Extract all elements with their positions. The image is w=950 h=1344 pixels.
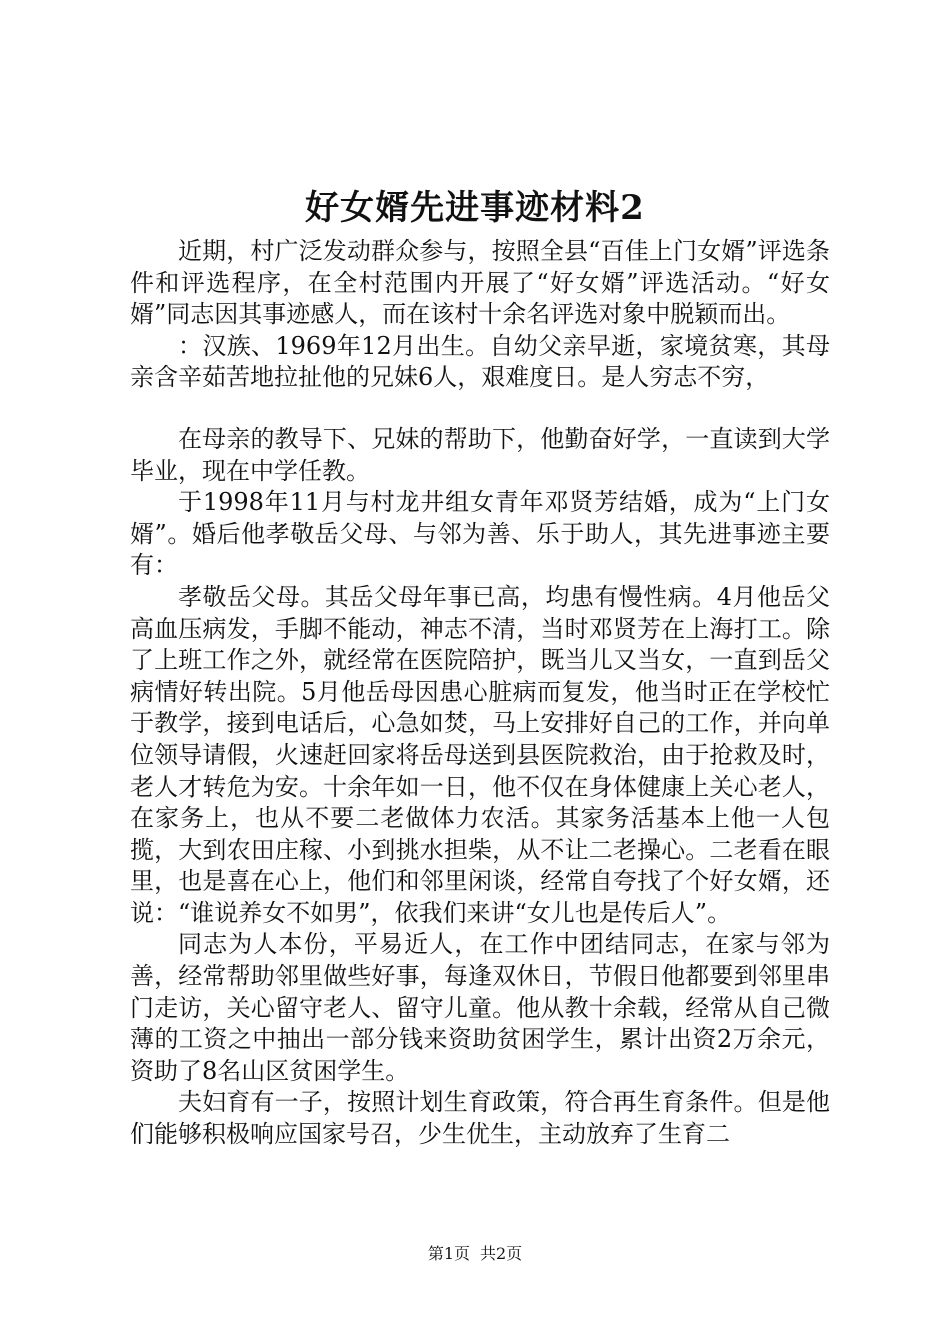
paragraph-neighbors: 同志为人本份，平易近人，在工作中团结同志，在家与邻为善，经常帮助邻里做些好事，每逢双休日，节假日他都要到邻里串门走访，关心留守老人、留守儿童。他从教十余载，经常从自己微薄的工资之中抽出一部分钱来资助贫困学生，累计出资2万余元，资助了8名山区贫困学生。	[130, 930, 830, 1085]
document-title: 好女婿先进事迹材料2	[305, 188, 645, 228]
paragraph-background: ：汉族、1969年12月出生。自幼父亲早逝，家境贫寒，其母亲含辛茹苦地拉扯他的兄妹6人，艰难度日。是人穷志不穷，	[130, 331, 830, 392]
page-footer	[0, 1244, 950, 1264]
document-body	[130, 236, 830, 1151]
paragraph-intro: 近期，村广泛发动群众参与，按照全县“百佳上门女婿”评选条件和评选程序，在全村范围内开展了“好女婿”评选活动。“好女婿”同志因其事迹感人，而在该村十余名评选对象中脱颖而出。	[130, 237, 830, 329]
page-number: 第1页	[427, 1244, 470, 1263]
paragraph-marriage: 于1998年11月与村龙井组女青年邓贤芳结婚，成为“上门女婿”。婚后他孝敬岳父母、与邻为善、乐于助人，其先进事迹主要有：	[130, 488, 830, 580]
paragraph-gap	[130, 394, 830, 424]
page-total: 共2页	[480, 1244, 523, 1263]
paragraph-family-planning: 夫妇育有一子，按照计划生育政策，符合再生育条件。但是他们能够积极响应国家号召，少生优生，主动放弃了生育二	[130, 1088, 830, 1149]
paragraph-filial-piety: 孝敬岳父母。其岳父母年事已高，均患有慢性病。4月他岳父高血压病发，手脚不能动，神志不清，当时邓贤芳在上海打工。除了上班工作之外，就经常在医院陪护，既当儿又当女，一直到岳父病情好转出院。5月他岳母因患心脏病而复发，他当时正在学校忙于教学，接到电话后，心急如焚，马上安排好自己的工作，并向单位领导请假，火速赶回家将岳母送到县医院救治，由于抢救及时，老人才转危为安。十余年如一日，他不仅在身体健康上关心老人，在家务上，也从不要二老做体力农活。其家务活基本上他一人包揽，大到农田庄稼、小到挑水担柴，从不让二老操心。二老看在眼里，也是喜在心上，他们和邻里闲谈，经常自夸找了个好女婿，还说：“谁说养女不如男”，依我们来讲“女儿也是传后人”。	[130, 582, 830, 927]
paragraph-education: 在母亲的教导下、兄妹的帮助下，他勤奋好学，一直读到大学毕业，现在中学任教。	[130, 424, 830, 485]
